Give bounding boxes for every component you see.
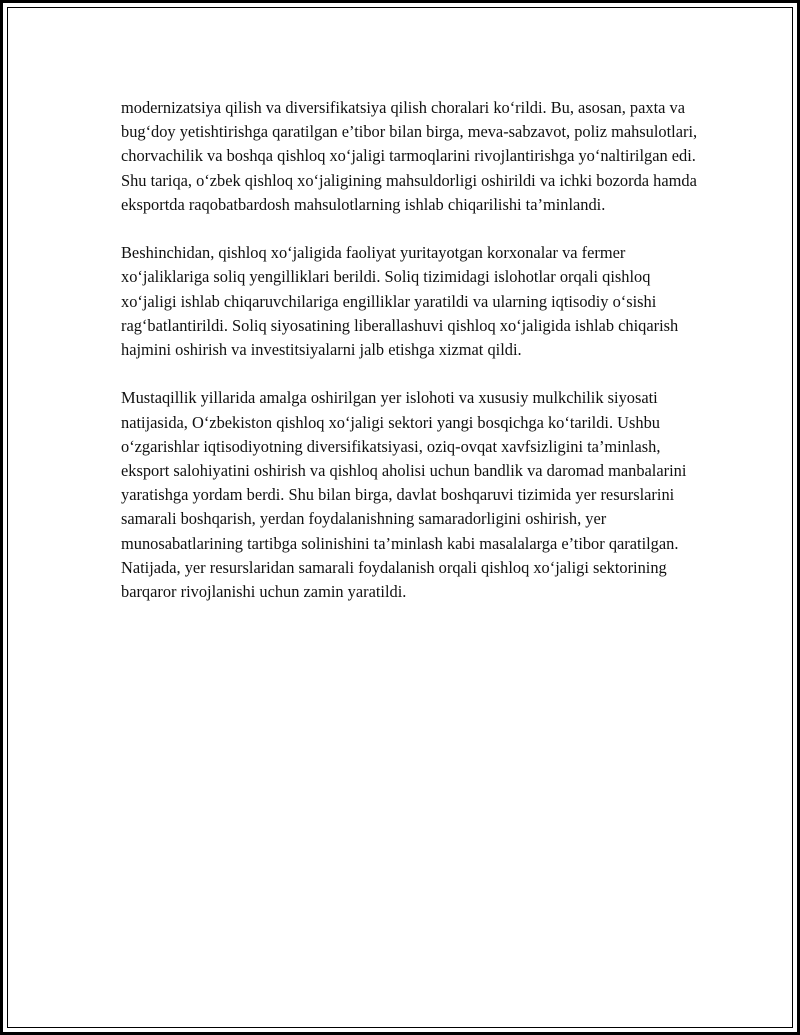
paragraph-2: Beshinchidan, qishloq xo‘jaligida faoliyat yuritayotgan korxonalar va fermer xo‘jaliklariga soliq yengilliklari berildi. Soliq tizimidagi islohotlar orqali qishloq xo‘jaligi ishlab chiqaruvchilariga engilliklar yaratildi va ularning iqtisodiy o‘sishi rag‘batlantirildi. Soliq siyosatining liberallashuvi qishloq xo‘jaligida ishlab chiqarish hajmini oshirish va investitsiyalarni jalb etishga xizmat qildi.: [121, 243, 679, 360]
document-body: [121, 96, 701, 628]
paragraph-1: modernizatsiya qilish va diversifikatsiya qilish choralari ko‘rildi. Bu, asosan, paxta va bug‘doy yetishtirishga qaratilgan e’tibor bilan birga, meva-sabzavot, poliz mahsulotlari, chorvachilik va boshqa qishloq xo‘jaligi tarmoqlarini rivojlantirishga yo‘naltirilgan edi. Shu tariqa, o‘zbek qishloq xo‘jaligining mahsuldorligi oshirildi va ichki bozorda hamda eksportda raqobatbardosh mahsulotlarning ishlab chiqarilishi ta’minlandi.: [121, 98, 698, 214]
paragraph-3: Mustaqillik yillarida amalga oshirilgan yer islohoti va xususiy mulkchilik siyosati natijasida, O‘zbekiston qishloq xo‘jaligi sektori yangi bosqichga ko‘tarildi. Ushbu o‘zgarishlar iqtisodiyotning diversifikatsiyasi, oziq-ovqat xavfsizligini ta’minlash, eksport salohiyatini oshirish va qishloq aholisi uchun bandlik va daromad manbalarini yaratishga yordam berdi. Shu bilan birga, davlat boshqaruvi tizimida yer resurslarini samarali boshqarish, yerdan foydalanishning samaradorligini oshirish, yer munosabatlarining tartibga solinishini ta’minlash kabi masalalarga e’tibor qaratilgan. Natijada, yer resurslaridan samarali foydalanish orqali qishloq xo‘jaligi sektorining barqaror rivojlanishi uchun zamin yaratildi.: [121, 388, 687, 602]
